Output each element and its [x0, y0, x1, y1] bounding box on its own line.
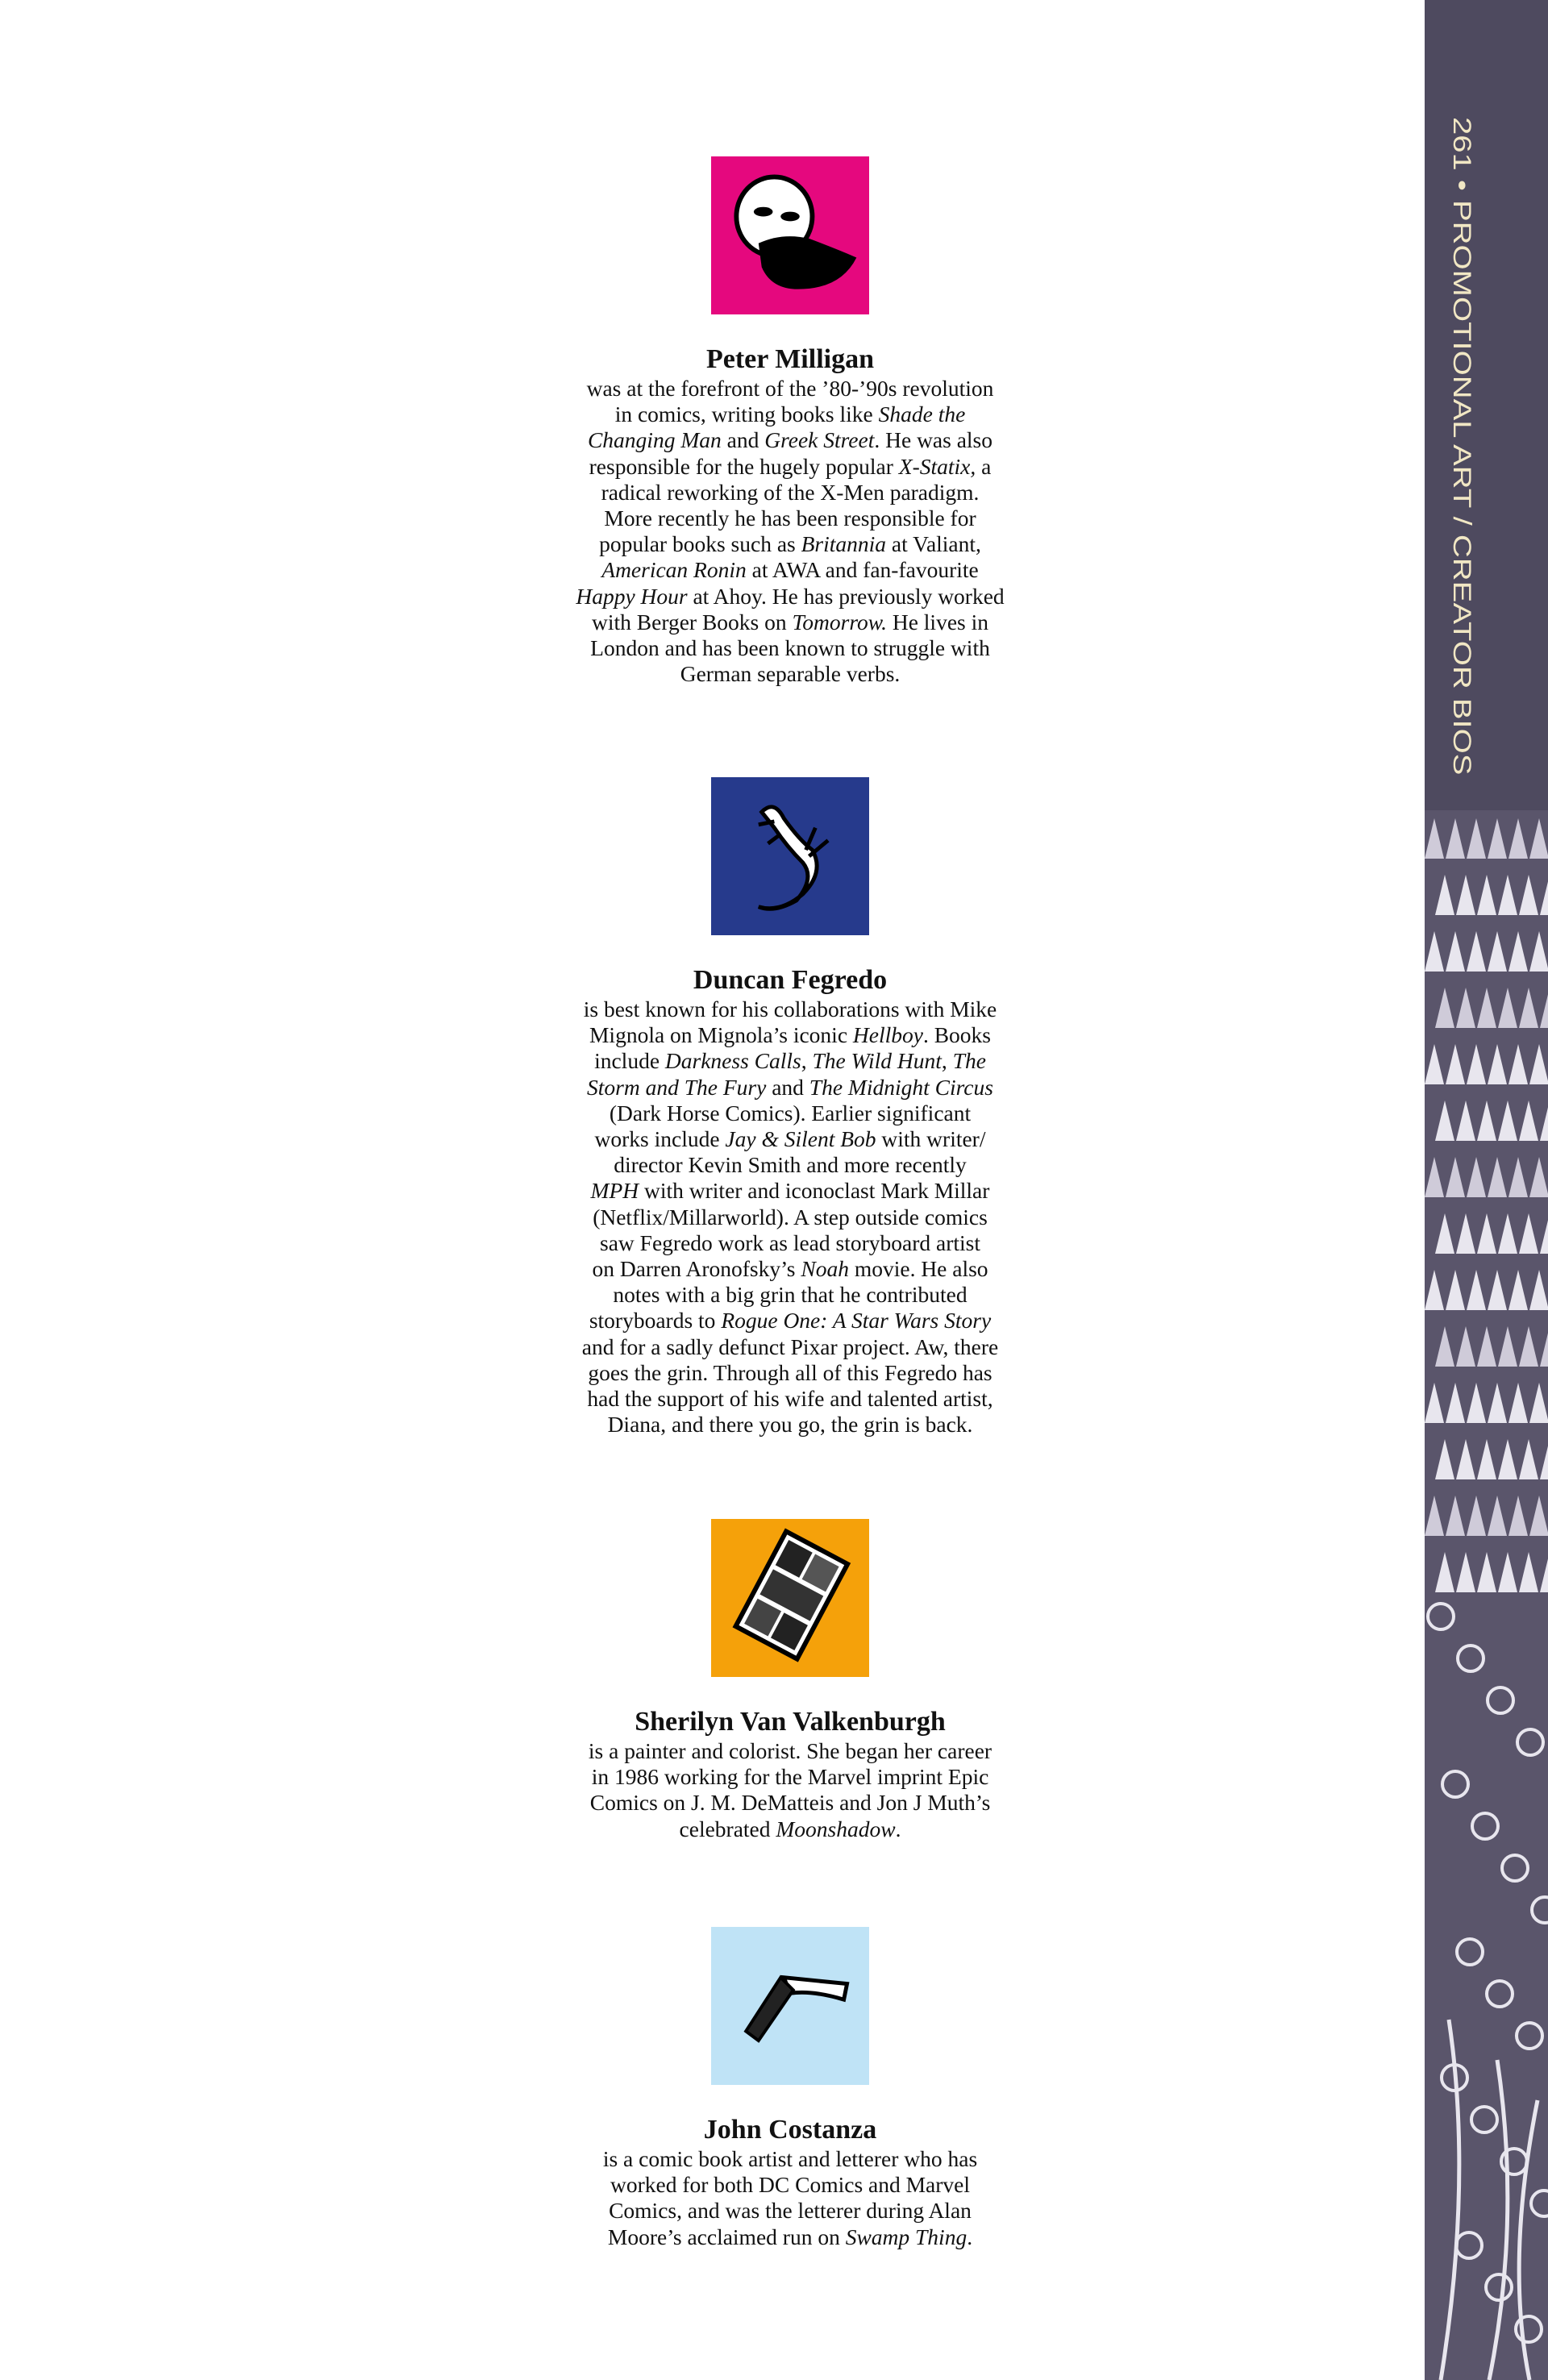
title-italic: X-Statix,	[898, 453, 976, 479]
bio-line	[516, 376, 1064, 402]
bio-text: and	[721, 427, 765, 453]
title-italic: Hellboy	[852, 1022, 923, 1048]
bio-text: Diana, and there you go, the grin is back.	[607, 1412, 973, 1438]
bio-line	[516, 2198, 1064, 2224]
bio-text: notes with a big grin that he contributed	[613, 1282, 968, 1308]
creator-bio	[516, 376, 1064, 687]
title-italic: The	[952, 1048, 986, 1074]
bio-line	[516, 1334, 1064, 1360]
page-header: 261 • PROMOTIONAL ART / CREATOR BIOS	[1447, 117, 1476, 776]
bio-text: radical reworking of the X-Men paradigm.	[601, 479, 980, 505]
bio-text: (Netflix/Millarworld). A step outside comics	[593, 1204, 988, 1230]
creator-name: John Costanza	[703, 2115, 877, 2145]
bio-line	[516, 2146, 1064, 2172]
bio-text: .	[967, 2224, 973, 2249]
bio-text: He lives in	[886, 609, 988, 635]
bio-text: celebrated	[679, 1816, 776, 1841]
section-sidebar	[1425, 0, 1548, 2380]
bio-line	[516, 506, 1064, 531]
bio-text: responsible for the hugely popular	[589, 453, 899, 479]
bio-peter-milligan	[516, 156, 1064, 687]
bio-line	[516, 1386, 1064, 1412]
bio-john-costanza	[516, 1927, 1064, 2250]
bio-line	[516, 1308, 1064, 1334]
bio-text: and for a sadly defunct Pixar project. Aw, there	[581, 1334, 999, 1359]
title-italic: Jay & Silent Bob	[725, 1126, 876, 1152]
bio-text: works include	[594, 1126, 726, 1152]
creator-name: Duncan Fegredo	[693, 965, 888, 995]
bio-text: movie. He also	[848, 1256, 988, 1282]
bio-text: More recently he has been responsible for	[604, 506, 976, 531]
bio-line	[516, 402, 1064, 427]
bio-line	[516, 1790, 1064, 1816]
creator-bio	[516, 997, 1064, 1438]
bio-line	[516, 997, 1064, 1022]
bio-text: a	[976, 453, 992, 479]
bio-line	[516, 661, 1064, 687]
bio-line	[516, 480, 1064, 506]
bio-text: Mignola on Mignola’s iconic	[589, 1022, 853, 1048]
bio-line	[516, 1282, 1064, 1308]
bio-text: saw Fegredo work as lead storyboard artist	[600, 1230, 980, 1255]
title-italic: The Wild Hunt	[812, 1048, 942, 1074]
bio-text: worked for both DC Comics and Marvel	[610, 2172, 971, 2198]
bio-line	[516, 1048, 1064, 1074]
title-italic: Storm and The Fury	[587, 1074, 767, 1100]
bio-duncan-fegredo	[516, 777, 1064, 1438]
bio-text: on Darren Aronofsky’s	[592, 1256, 801, 1282]
bio-text: German separable verbs.	[680, 661, 901, 687]
bio-text: .	[895, 1816, 901, 1841]
bio-line	[516, 584, 1064, 610]
bio-line	[516, 1126, 1064, 1152]
bio-text: popular books such as	[599, 531, 801, 557]
title-italic: The Midnight Circus	[809, 1074, 993, 1100]
title-italic: Tomorrow.	[792, 609, 887, 635]
bio-text: Comics on J. M. DeMatteis and Jon J Muth’s	[589, 1790, 991, 1816]
straight-razor-icon	[711, 1927, 869, 2085]
bio-line	[516, 427, 1064, 453]
bio-line	[516, 635, 1064, 661]
bio-text: is a painter and colorist. She began her career	[588, 1738, 992, 1763]
bio-line	[516, 1764, 1064, 1790]
bio-line	[516, 1178, 1064, 1204]
bio-text: with writer/	[876, 1126, 986, 1152]
bio-text: in comics, writing books like	[614, 402, 879, 427]
bio-text: with Berger Books on	[592, 609, 793, 635]
bio-line	[516, 1205, 1064, 1230]
bio-text: ,	[801, 1048, 813, 1074]
masked-face-icon	[711, 156, 869, 314]
creator-name: Peter Milligan	[705, 344, 875, 374]
bio-line	[516, 1412, 1064, 1438]
bio-text: Comics, and was the letterer during Alan	[609, 2198, 972, 2224]
bio-text: (Dark Horse Comics). Earlier significant	[609, 1100, 972, 1126]
title-italic: Moonshadow	[776, 1816, 896, 1841]
title-italic: MPH	[590, 1178, 639, 1204]
bio-text: in 1986 working for the Marvel imprint Epic	[591, 1764, 989, 1790]
title-italic: Greek Street	[764, 427, 875, 453]
bio-line	[516, 1360, 1064, 1386]
bio-sherilyn-van-valkenburgh	[516, 1519, 1064, 1842]
bio-line	[516, 610, 1064, 635]
bio-line	[516, 1738, 1064, 1764]
title-italic: Britannia	[801, 531, 887, 557]
lizard-icon	[711, 777, 869, 935]
bio-text: and	[766, 1074, 809, 1100]
bio-line	[516, 1075, 1064, 1101]
bio-text: with writer and iconoclast Mark Millar	[639, 1178, 990, 1204]
bio-text: at AWA and fan-favourite	[746, 557, 979, 583]
title-italic: Noah	[801, 1256, 849, 1282]
bio-text: director Kevin Smith and more recently	[614, 1152, 967, 1178]
bio-text: Moore’s acclaimed run on	[607, 2224, 846, 2249]
title-italic: Shade the	[878, 402, 966, 427]
bio-text: storyboards to	[589, 1308, 722, 1334]
bio-line	[516, 454, 1064, 480]
bio-text: at Ahoy. He has previously worked	[687, 583, 1005, 609]
bio-text: had the support of his wife and talented artist,	[587, 1386, 993, 1412]
bio-text: was at the forefront of the ’80-’90s revolution	[586, 376, 994, 401]
bio-text: at Valiant,	[886, 531, 981, 557]
title-italic: American Ronin	[601, 557, 747, 583]
title-italic: Happy Hour	[576, 583, 688, 609]
title-italic: Rogue One: A Star Wars Story	[721, 1308, 992, 1334]
bio-line	[516, 531, 1064, 557]
title-italic: Darkness Calls	[664, 1048, 801, 1074]
bio-line	[516, 1152, 1064, 1178]
bio-line	[516, 2224, 1064, 2250]
bio-text: . Books	[922, 1022, 992, 1048]
bio-text: . He was also	[874, 427, 993, 453]
bio-line	[516, 1022, 1064, 1048]
bio-text: is a comic book artist and letterer who has	[602, 2146, 978, 2171]
bio-text: ,	[941, 1048, 953, 1074]
bio-line	[516, 557, 1064, 583]
bio-text: include	[594, 1048, 665, 1074]
comic-book-icon	[711, 1519, 869, 1677]
bio-line	[516, 1230, 1064, 1256]
bio-text: London and has been known to struggle with	[590, 635, 990, 661]
bio-line	[516, 1101, 1064, 1126]
bio-line	[516, 1816, 1064, 1842]
bio-text: goes the grin. Through all of this Fegredo has	[588, 1359, 992, 1385]
bio-text: is best known for his collaborations with Mike	[583, 997, 997, 1021]
creator-bio	[516, 2146, 1064, 2250]
creator-bio	[516, 1738, 1064, 1842]
bio-line	[516, 2172, 1064, 2198]
decorative-pattern	[1425, 810, 1548, 2380]
title-italic: Changing Man	[587, 427, 722, 453]
bio-line	[516, 1256, 1064, 1282]
title-italic: Swamp Thing	[845, 2224, 968, 2249]
creator-name: Sherilyn Van Valkenburgh	[635, 1707, 946, 1737]
